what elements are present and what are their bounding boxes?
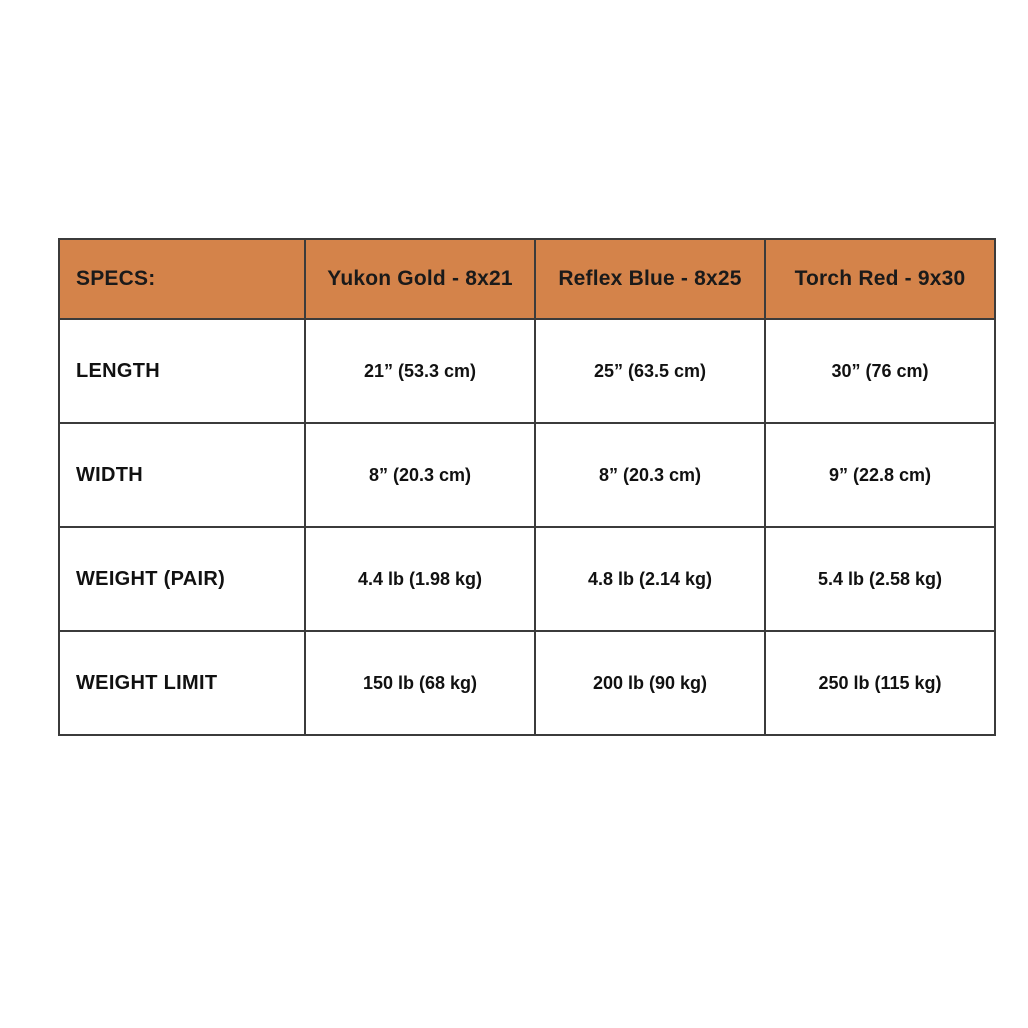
specifications-table <box>58 238 996 736</box>
cell-width-product-1: 8” (20.3 cm) <box>305 423 535 527</box>
table-row <box>59 319 995 423</box>
specifications-table-container <box>58 238 970 736</box>
table-header-row <box>59 239 995 319</box>
cell-weight-limit-product-3: 250 lb (115 kg) <box>765 631 995 735</box>
table-body <box>59 319 995 735</box>
header-cell-specs: SPECS: <box>59 239 305 319</box>
row-label-weight-pair: WEIGHT (PAIR) <box>59 527 305 631</box>
header-cell-product-1: Yukon Gold - 8x21 <box>305 239 535 319</box>
cell-weight-pair-product-2: 4.8 lb (2.14 kg) <box>535 527 765 631</box>
header-cell-product-3: Torch Red - 9x30 <box>765 239 995 319</box>
table-row <box>59 423 995 527</box>
row-label-weight-limit: WEIGHT LIMIT <box>59 631 305 735</box>
cell-length-product-1: 21” (53.3 cm) <box>305 319 535 423</box>
table-header <box>59 239 995 319</box>
cell-length-product-3: 30” (76 cm) <box>765 319 995 423</box>
cell-width-product-2: 8” (20.3 cm) <box>535 423 765 527</box>
cell-length-product-2: 25” (63.5 cm) <box>535 319 765 423</box>
cell-weight-limit-product-1: 150 lb (68 kg) <box>305 631 535 735</box>
row-label-width: WIDTH <box>59 423 305 527</box>
table-row <box>59 631 995 735</box>
row-label-length: LENGTH <box>59 319 305 423</box>
cell-weight-pair-product-3: 5.4 lb (2.58 kg) <box>765 527 995 631</box>
cell-weight-pair-product-1: 4.4 lb (1.98 kg) <box>305 527 535 631</box>
header-cell-product-2: Reflex Blue - 8x25 <box>535 239 765 319</box>
table-row <box>59 527 995 631</box>
cell-weight-limit-product-2: 200 lb (90 kg) <box>535 631 765 735</box>
cell-width-product-3: 9” (22.8 cm) <box>765 423 995 527</box>
